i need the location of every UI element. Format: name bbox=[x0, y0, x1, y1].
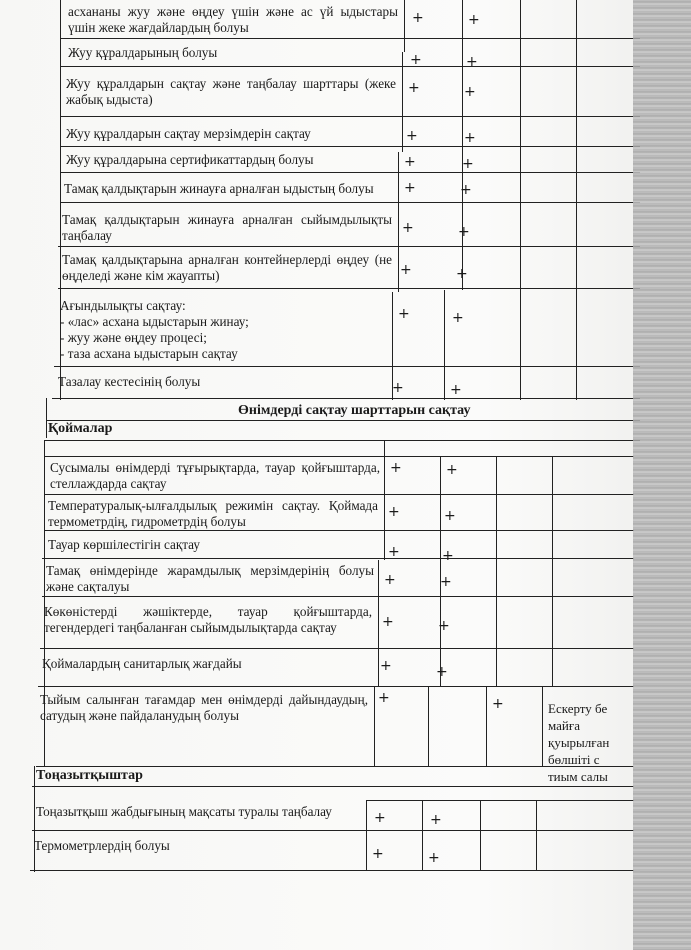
mark-col2: + bbox=[464, 130, 476, 146]
row-line bbox=[60, 66, 640, 67]
note-line: Ескерту бе bbox=[548, 701, 608, 716]
row-line bbox=[32, 786, 634, 787]
mark-col2: + bbox=[458, 224, 470, 240]
row-text: Тыйым салынған тағамдар мен өнімдерді дайындаудың, сатудың және пайдаланудың болуы bbox=[40, 692, 368, 723]
row-text-line: - «лас» асхана ыдыстарын жинау; bbox=[60, 314, 249, 329]
col-divider-1 bbox=[378, 560, 379, 686]
col-divider-4 bbox=[542, 686, 543, 766]
mark-col2: + bbox=[452, 310, 464, 326]
row-line bbox=[58, 246, 640, 247]
mark-col2: + bbox=[450, 382, 462, 398]
row-line bbox=[60, 202, 640, 203]
col-divider-1 bbox=[404, 0, 405, 52]
row-text: Жуу құралдарына сертификаттардың болуы bbox=[66, 152, 314, 167]
row-line bbox=[32, 830, 634, 831]
row-line bbox=[36, 766, 634, 767]
col-divider-1 bbox=[398, 152, 399, 292]
note-line: бөлшіті с bbox=[548, 752, 600, 767]
row-line bbox=[30, 870, 634, 871]
mark-col1: + bbox=[388, 544, 400, 560]
mark-col1: + bbox=[410, 52, 422, 68]
col-divider-1 bbox=[402, 52, 403, 152]
row-line bbox=[366, 800, 634, 801]
mark-col1: + bbox=[384, 572, 396, 588]
mark-col1: + bbox=[404, 154, 416, 170]
mark-col1: + bbox=[400, 262, 412, 278]
row-text: Жуу құралдарының болуы bbox=[68, 45, 218, 60]
mark-col2: + bbox=[430, 812, 442, 828]
subsection-title-warehouses: Қоймалар bbox=[48, 421, 113, 436]
mark-col1: + bbox=[380, 658, 392, 674]
row-line bbox=[60, 146, 640, 147]
mark-col1: + bbox=[412, 10, 424, 26]
mark-col1: + bbox=[402, 220, 414, 236]
row-line bbox=[44, 456, 634, 457]
mark-col2: + bbox=[464, 84, 476, 100]
col-divider-4 bbox=[576, 0, 577, 400]
col-divider-3 bbox=[486, 686, 487, 766]
mark-col2: + bbox=[468, 12, 480, 28]
row-line bbox=[40, 648, 634, 649]
row-line bbox=[44, 530, 634, 531]
mark-col1: + bbox=[382, 614, 394, 630]
row-line bbox=[44, 440, 640, 441]
row-text: Сусымалы өнімдерді тұғырықтарда, тауар қойғыштарда, стеллаждарда сақтау bbox=[50, 460, 380, 491]
row-text: Тауар көршілестігін сақтау bbox=[48, 537, 200, 552]
row-text: Температуралық-ылғалдылық режимін сақтау. Қоймада термометрдің, гидрометрдің болуы bbox=[48, 498, 378, 529]
row-text-line: Ағындылықты сақтау: bbox=[60, 298, 186, 313]
scan-shadow-edge bbox=[633, 0, 691, 950]
col-divider-3 bbox=[496, 456, 497, 686]
row-line bbox=[44, 494, 634, 495]
mark-col1: + bbox=[374, 810, 386, 826]
row-line bbox=[60, 172, 640, 173]
row-line bbox=[42, 558, 634, 559]
row-line bbox=[38, 686, 634, 687]
mark-col1: + bbox=[390, 460, 402, 476]
mark-col1: + bbox=[398, 306, 410, 322]
row-text-line: - таза асхана ыдыстарын сақтау bbox=[60, 346, 238, 361]
table-border-left bbox=[46, 398, 47, 438]
row-text: Тамақ өнімдерінде жарамдылық мерзімдерінің болуы және сақталуы bbox=[46, 563, 374, 594]
col-divider-1 bbox=[384, 440, 385, 560]
row-text: Жуу құралдарын сақтау мерзімдерін сақтау bbox=[66, 126, 311, 141]
row-text: Тамақ қалдықтарын жинауға арналған сыйымдылықты таңбалау bbox=[62, 212, 392, 243]
col-divider-1 bbox=[366, 800, 367, 870]
mark-col2: + bbox=[436, 664, 448, 680]
note-line: тиым салы bbox=[548, 769, 608, 784]
row-text: Тазалау кестесінің болуы bbox=[58, 374, 201, 389]
row-text-line: - жуу және өңдеу процесі; bbox=[60, 330, 207, 345]
row-text: Тамақ қалдықтарын жинауға арналған ыдыстың болуы bbox=[64, 181, 374, 196]
note-text bbox=[548, 700, 638, 785]
mark-col1: + bbox=[378, 690, 390, 706]
mark-col1: + bbox=[392, 380, 404, 396]
row-text: Жуу құралдарын сақтау және таңбалау шарттары (жеке жабық ыдыста) bbox=[66, 76, 396, 107]
row-text-multiline bbox=[60, 298, 390, 362]
col-divider-2 bbox=[428, 686, 429, 766]
mark-col2: + bbox=[462, 156, 474, 172]
note-line: майға bbox=[548, 718, 580, 733]
mark-col3: + bbox=[492, 696, 504, 712]
mark-col2: + bbox=[466, 54, 478, 70]
row-line bbox=[58, 288, 640, 289]
mark-col2: + bbox=[428, 850, 440, 866]
row-line bbox=[42, 596, 634, 597]
mark-col1: + bbox=[408, 80, 420, 96]
col-divider-3 bbox=[520, 0, 521, 400]
row-line bbox=[60, 116, 640, 117]
section-title: Өнімдерді сақтау шарттарын сақтау bbox=[238, 403, 471, 418]
row-text: асхананы жуу және өңдеу үшін және ас үй ыдыстары үшін жеке жағдайлардың болуы bbox=[68, 4, 398, 35]
row-line bbox=[60, 38, 640, 39]
row-text: Тоңазытқыш жабдығының мақсаты туралы таңбалау bbox=[36, 804, 332, 819]
col-divider-4 bbox=[536, 800, 537, 870]
row-line bbox=[46, 420, 640, 421]
subsection-title-fridges: Тоңазытқыштар bbox=[36, 768, 143, 783]
note-line: қуырылған bbox=[548, 735, 610, 750]
row-text: Қоймалардың санитарлық жағдайы bbox=[42, 656, 242, 671]
mark-col1: + bbox=[406, 128, 418, 144]
mark-col2: + bbox=[442, 548, 454, 564]
mark-col1: + bbox=[404, 180, 416, 196]
mark-col2: + bbox=[446, 462, 458, 478]
row-text: Көкөністерді жәшіктерде, тауар қойғыштарда, тегендердегі таңбаланған сыйымдылықтарда сақтау bbox=[44, 604, 372, 635]
table-border-left bbox=[34, 766, 35, 872]
col-divider-2 bbox=[422, 800, 423, 870]
row-text: Термометрлердің болуы bbox=[34, 838, 170, 853]
mark-col2: + bbox=[440, 574, 452, 590]
col-divider-2 bbox=[440, 456, 441, 686]
mark-col2: + bbox=[438, 618, 450, 634]
mark-col2: + bbox=[456, 266, 468, 282]
col-divider-4 bbox=[552, 456, 553, 686]
col-divider-1 bbox=[374, 686, 375, 766]
mark-col1: + bbox=[388, 504, 400, 520]
mark-col2: + bbox=[460, 182, 472, 198]
row-text: Тамақ қалдықтарына арналған контейнерлерді өңдеу (не өңделеді және кім жауапты) bbox=[62, 252, 392, 283]
row-line bbox=[54, 366, 640, 367]
col-divider-2 bbox=[444, 290, 445, 400]
row-line bbox=[52, 398, 640, 399]
mark-col1: + bbox=[372, 846, 384, 862]
col-divider-3 bbox=[480, 800, 481, 870]
mark-col2: + bbox=[444, 508, 456, 524]
